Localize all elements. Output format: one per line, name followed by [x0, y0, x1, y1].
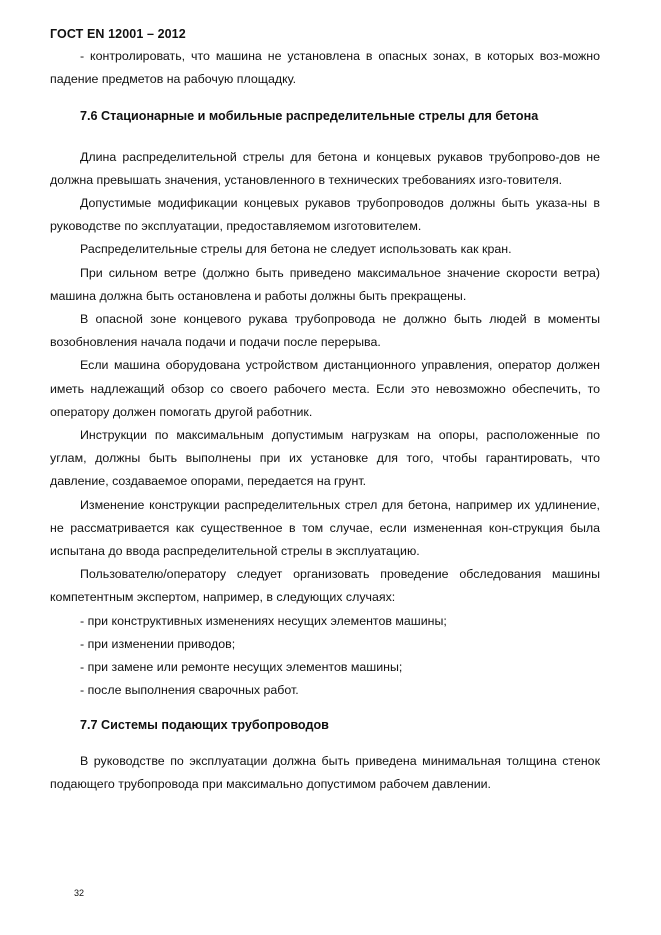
list-item: - при замене или ремонте несущих элементов машины;	[80, 660, 403, 675]
paragraph: В руководстве по эксплуатации должна быть приведена минимальная толщина стенок подающего трубопровода при максимально допустимом рабочем давлении.	[50, 753, 600, 791]
paragraph: Длина распределительной стрелы для бетона и концевых рукавов трубопрово-дов не должна превышать значения, установленного в технических требованиях изго-товителя.	[50, 149, 600, 187]
paragraph: При сильном ветре (должно быть приведено максимальное значение скорости ветра) машина должна быть остановлена и работы должны быть прекращены.	[50, 265, 600, 303]
paragraph: В опасной зоне концевого рукава трубопровода не должно быть людей в моменты возобновления начала подачи и подачи после перерыва.	[50, 312, 600, 350]
page-number: 32	[74, 888, 85, 898]
section-7-6-heading: 7.6 Стационарные и мобильные распределительные стрелы для бетона	[80, 109, 539, 124]
list-item: - после выполнения сварочных работ.	[80, 683, 299, 698]
list-item: - при изменении приводов;	[80, 636, 236, 651]
section-7-7-heading: 7.7 Системы подающих трубопроводов	[80, 718, 329, 733]
paragraph: Инструкции по максимальным допустимым нагрузкам на опоры, расположенные по углам, должны быть выполнены при их установке для того, чтобы гарантировать, что давление, создаваемое опорами, передается на грунт.	[50, 428, 600, 489]
paragraph: Распределительные стрелы для бетона не следует использовать как кран.	[80, 242, 512, 257]
paragraph: Изменение конструкции распределительных стрел для бетона, например их удлинение, не рассматривается как существенное в том случае, если измененная кон-струкция была испытана до ввода распределительной стрелы в эксплуатацию.	[50, 497, 600, 559]
intro-paragraph: - контролировать, что машина не установлена в опасных зонах, в которых воз-можно падение предметов на рабочую площадку.	[50, 49, 600, 87]
list-item: - при конструктивных изменениях несущих элементов машины;	[80, 613, 447, 628]
paragraph: Допустимые модификации концевых рукавов трубопроводов должны быть указа-ны в руководстве по эксплуатации, предоставляемом изготовителем.	[50, 196, 600, 234]
paragraph: Если машина оборудована устройством дистанционного управления, оператор должен иметь надлежащий обзор со своего рабочего места. Если это невозможно обеспечить, то оператору должен помогать другой работник.	[50, 358, 600, 419]
document-header: ГОСТ EN 12001 – 2012	[50, 27, 186, 41]
paragraph: Пользователю/оператору следует организовать проведение обследования машины компетентным экспертом, например, в следующих случаях:	[50, 567, 600, 605]
document-body	[50, 45, 600, 796]
